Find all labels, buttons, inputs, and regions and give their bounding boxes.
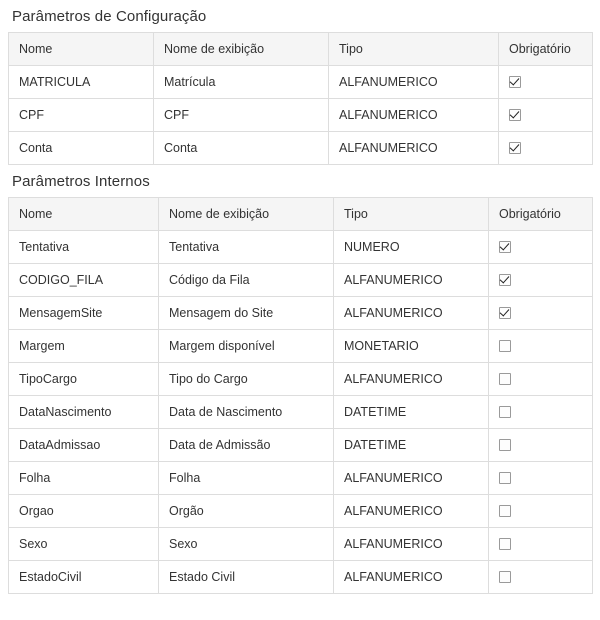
table-row [9,132,593,165]
column-header-nome-exibicao[interactable]: Nome de exibição [159,198,334,231]
column-header-nome-exibicao[interactable]: Nome de exibição [154,33,329,66]
cell-exibicao: Orgão [159,495,334,528]
cell-tipo: ALFANUMERICO [334,363,489,396]
cell-tipo: ALFANUMERICO [334,462,489,495]
cell-nome: CPF [9,99,154,132]
cell-obrigatorio [499,132,593,165]
page-content [0,8,600,594]
cell-obrigatorio [489,330,593,363]
cell-exibicao: Mensagem do Site [159,297,334,330]
cell-obrigatorio [489,528,593,561]
table-row [9,99,593,132]
cell-obrigatorio [489,462,593,495]
cell-tipo: MONETARIO [334,330,489,363]
table-row [9,363,593,396]
cell-nome: Orgao [9,495,159,528]
obrigatorio-checkbox[interactable] [499,538,511,550]
cell-nome: Tentativa [9,231,159,264]
table-row [9,429,593,462]
obrigatorio-checkbox[interactable] [499,373,511,385]
cell-tipo: NUMERO [334,231,489,264]
cell-nome: CODIGO_FILA [9,264,159,297]
cell-obrigatorio [499,66,593,99]
obrigatorio-checkbox[interactable] [499,472,511,484]
cell-tipo: ALFANUMERICO [334,297,489,330]
table-header-row [9,198,593,231]
obrigatorio-checkbox[interactable] [499,406,511,418]
cell-exibicao: Conta [154,132,329,165]
column-header-obrigatorio[interactable]: Obrigatório [499,33,593,66]
column-header-tipo[interactable]: Tipo [329,33,499,66]
table-row [9,330,593,363]
table-header-row [9,33,593,66]
section-title-internos: Parâmetros Internos [12,173,150,190]
cell-exibicao: Tipo do Cargo [159,363,334,396]
cell-nome: Conta [9,132,154,165]
cell-nome: DataNascimento [9,396,159,429]
obrigatorio-checkbox[interactable] [499,439,511,451]
cell-exibicao: Margem disponível [159,330,334,363]
cell-tipo: ALFANUMERICO [334,561,489,594]
cell-obrigatorio [489,495,593,528]
cell-obrigatorio [489,561,593,594]
section-title-configuracao: Parâmetros de Configuração [12,8,207,25]
cell-obrigatorio [489,396,593,429]
cell-exibicao: Folha [159,462,334,495]
cell-tipo: ALFANUMERICO [329,99,499,132]
cell-exibicao: Matrícula [154,66,329,99]
cell-exibicao: Tentativa [159,231,334,264]
cell-obrigatorio [489,429,593,462]
cell-nome: Folha [9,462,159,495]
cell-exibicao: Código da Fila [159,264,334,297]
table-row [9,561,593,594]
table-row [9,297,593,330]
table-row [9,396,593,429]
column-header-obrigatorio[interactable]: Obrigatório [489,198,593,231]
obrigatorio-checkbox[interactable] [509,142,521,154]
obrigatorio-checkbox[interactable] [499,571,511,583]
column-header-nome[interactable]: Nome [9,33,154,66]
obrigatorio-checkbox[interactable] [499,340,511,352]
cell-nome: TipoCargo [9,363,159,396]
obrigatorio-checkbox[interactable] [509,76,521,88]
cell-obrigatorio [489,363,593,396]
table-row [9,66,593,99]
cell-obrigatorio [489,231,593,264]
cell-nome: Margem [9,330,159,363]
table-row [9,495,593,528]
cell-tipo: ALFANUMERICO [329,66,499,99]
cell-tipo: DATETIME [334,396,489,429]
cell-exibicao: Estado Civil [159,561,334,594]
cell-nome: MensagemSite [9,297,159,330]
parametros-configuracao-table [8,32,593,165]
table-row [9,231,593,264]
cell-exibicao: Data de Admissão [159,429,334,462]
cell-nome: DataAdmissao [9,429,159,462]
obrigatorio-checkbox[interactable] [509,109,521,121]
cell-exibicao: Sexo [159,528,334,561]
obrigatorio-checkbox[interactable] [499,307,511,319]
obrigatorio-checkbox[interactable] [499,274,511,286]
cell-tipo: DATETIME [334,429,489,462]
cell-exibicao: CPF [154,99,329,132]
table-wrapper-internos [8,197,592,594]
column-header-tipo[interactable]: Tipo [334,198,489,231]
obrigatorio-checkbox[interactable] [499,241,511,253]
obrigatorio-checkbox[interactable] [499,505,511,517]
cell-obrigatorio [499,99,593,132]
table-row [9,528,593,561]
cell-exibicao: Data de Nascimento [159,396,334,429]
cell-obrigatorio [489,264,593,297]
table-row [9,462,593,495]
cell-nome: EstadoCivil [9,561,159,594]
cell-nome: MATRICULA [9,66,154,99]
cell-obrigatorio [489,297,593,330]
table-row [9,264,593,297]
parametros-internos-table [8,197,593,594]
column-header-nome[interactable]: Nome [9,198,159,231]
cell-tipo: ALFANUMERICO [334,528,489,561]
table-wrapper-configuracao [8,32,592,165]
cell-nome: Sexo [9,528,159,561]
cell-tipo: ALFANUMERICO [334,495,489,528]
cell-tipo: ALFANUMERICO [329,132,499,165]
cell-tipo: ALFANUMERICO [334,264,489,297]
